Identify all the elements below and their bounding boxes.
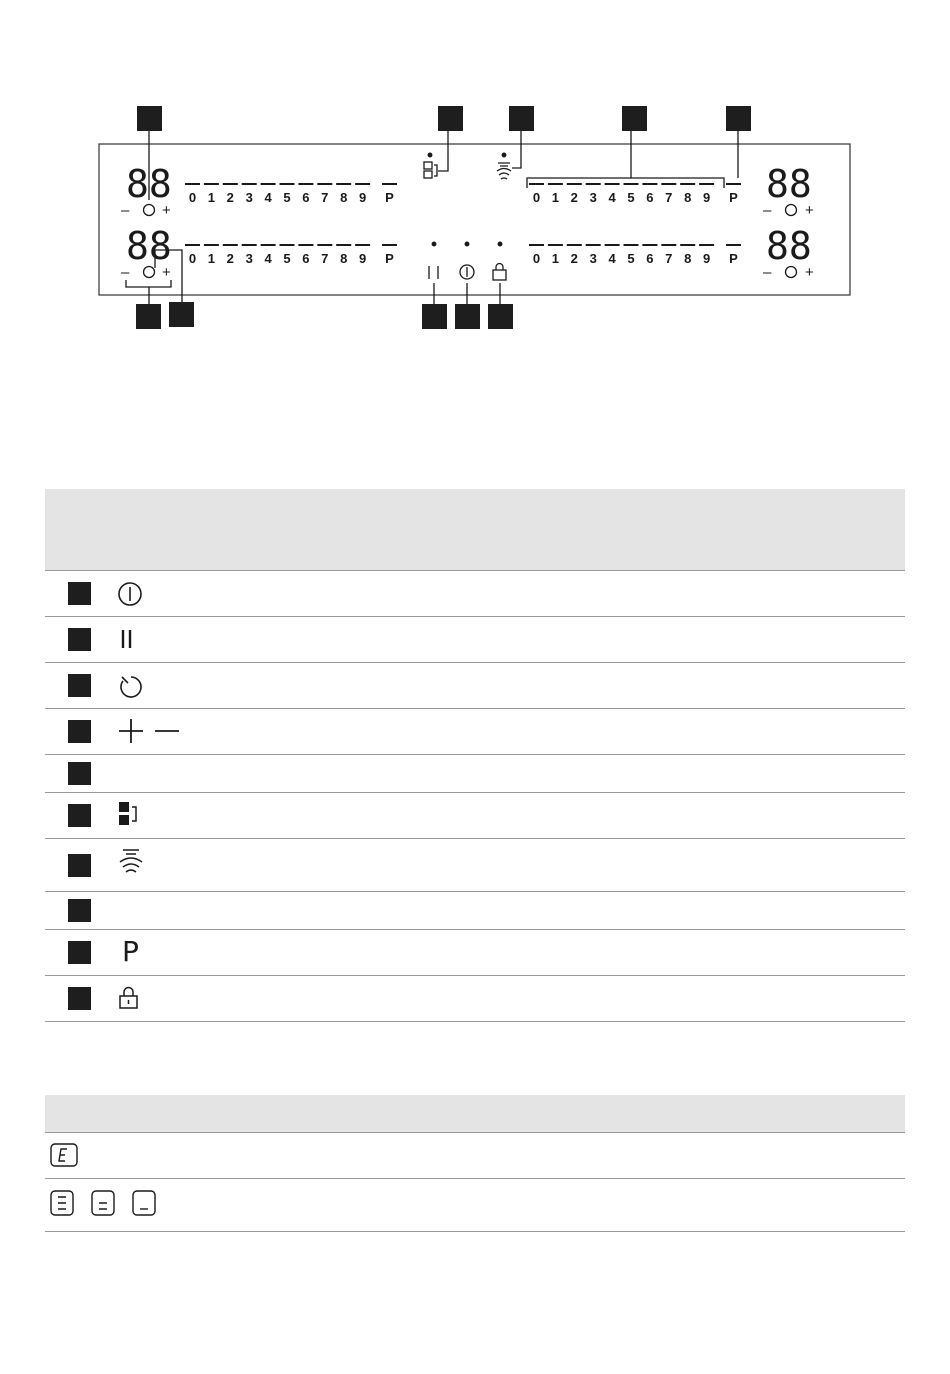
table-row [45,793,905,839]
control-panel-drawing [0,0,950,340]
pause-icon [429,266,438,279]
level-label: 0 [532,251,541,266]
timer-icon [117,672,145,700]
level-label: 5 [627,190,635,205]
timer-plus-label-4: + [805,264,814,281]
level-label: 7 [665,190,673,205]
level-label: 3 [589,190,597,205]
level-label: 6 [646,251,654,266]
table-row [45,663,905,709]
row-number-square [68,804,91,827]
level-label: 8 [684,251,692,266]
level-label: 4 [264,190,272,205]
callout-8 [422,304,447,329]
level-label: 5 [627,251,635,266]
row-number-square [68,582,91,605]
level-label: P [385,251,394,266]
controls-table-header [45,489,905,571]
callout-4 [622,106,647,131]
table-row [45,930,905,976]
power-boost-icon: P [122,935,139,968]
level-label: 0 [188,190,197,205]
callout-10 [488,304,513,329]
displays-table-header [45,1095,905,1133]
table-row [45,1179,905,1232]
hob-hood-icon [498,163,510,166]
level-label: 8 [340,251,348,266]
level-label: 3 [589,251,597,266]
hob-hood-icon [117,848,145,876]
row-number-square [68,941,91,964]
level-label: 3 [245,190,253,205]
level-label: 1 [551,190,560,205]
row-number-square [68,899,91,922]
level-label: 8 [340,190,348,205]
table-row [45,839,905,892]
timer-plus-label-3: + [805,202,814,219]
row-number-square [68,674,91,697]
table-row [45,892,905,930]
residual-heat-icons [50,1190,165,1218]
timer-icon [144,205,155,216]
callout-2 [438,106,463,131]
callout-3 [509,106,534,131]
table-row [45,976,905,1022]
timer-plus-label-2: + [162,264,171,281]
level-label: 9 [702,251,711,266]
level-label: 2 [570,251,578,266]
level-label: 6 [302,190,310,205]
zone-display-front-right: 88 [766,162,812,206]
plus-minus-icon [117,718,187,744]
row-number-square [68,762,91,785]
control-panel-diagram [0,0,950,340]
level-label: P [385,190,394,205]
timer-minus-label-4: – [763,264,772,281]
level-label: 4 [264,251,272,266]
level-label: 2 [226,251,234,266]
timer-icon [786,205,797,216]
level-label: 2 [226,190,234,205]
level-label: 7 [321,190,329,205]
level-label: 6 [302,251,310,266]
power-level-sliders [185,184,741,266]
lock-icon [117,986,141,1010]
level-label: 5 [283,190,291,205]
timer-icon [786,267,797,278]
table-row [45,1133,905,1179]
bridge-icon [424,162,432,169]
level-label: 1 [207,251,216,266]
callout-7 [169,302,194,327]
row-number-square [68,628,91,651]
timer-icon [144,267,155,278]
controls-table [45,489,905,1022]
table-row [45,755,905,793]
level-label: 1 [207,190,216,205]
level-label: 4 [608,190,616,205]
level-label: 0 [532,190,541,205]
pause-icon [117,627,143,653]
zone-display-front-left: 88 [126,162,172,206]
level-label: P [729,251,738,266]
timer-plus-label-1: + [162,202,171,219]
hob-hood-indicator-dot [502,153,506,157]
level-label: 6 [646,190,654,205]
power-icon [117,581,143,607]
timer-icons [144,205,797,278]
table-row [45,617,905,663]
table-row [45,571,905,617]
row-number-square [68,720,91,743]
error-e-icon [50,1143,80,1169]
callout-9 [455,304,480,329]
row-number-square [68,987,91,1010]
level-label: 7 [665,251,673,266]
level-label: 9 [358,251,367,266]
callout-5 [726,106,751,131]
callout-1 [137,106,162,131]
level-label: 4 [608,251,616,266]
timer-minus-label-1: – [121,202,130,219]
level-label: 3 [245,251,253,266]
level-label: 9 [702,190,711,205]
timer-minus-label-2: – [121,264,130,281]
zone-display-rear-right: 88 [766,224,812,268]
callout-6 [136,304,161,329]
level-label: 9 [358,190,367,205]
table-row [45,709,905,755]
zone-display-rear-left: 88 [126,224,172,268]
bridge-indicator-dot [428,153,432,157]
level-label: 8 [684,190,692,205]
bridge-icon [117,801,143,829]
level-label: 7 [321,251,329,266]
level-label: 0 [188,251,197,266]
displays-table [45,1095,905,1232]
level-label: 5 [283,251,291,266]
level-label: 1 [551,251,560,266]
level-label: P [729,190,738,205]
level-label: 2 [570,190,578,205]
lock-icon [493,270,506,280]
timer-minus-label-3: – [763,202,772,219]
row-number-square [68,854,91,877]
